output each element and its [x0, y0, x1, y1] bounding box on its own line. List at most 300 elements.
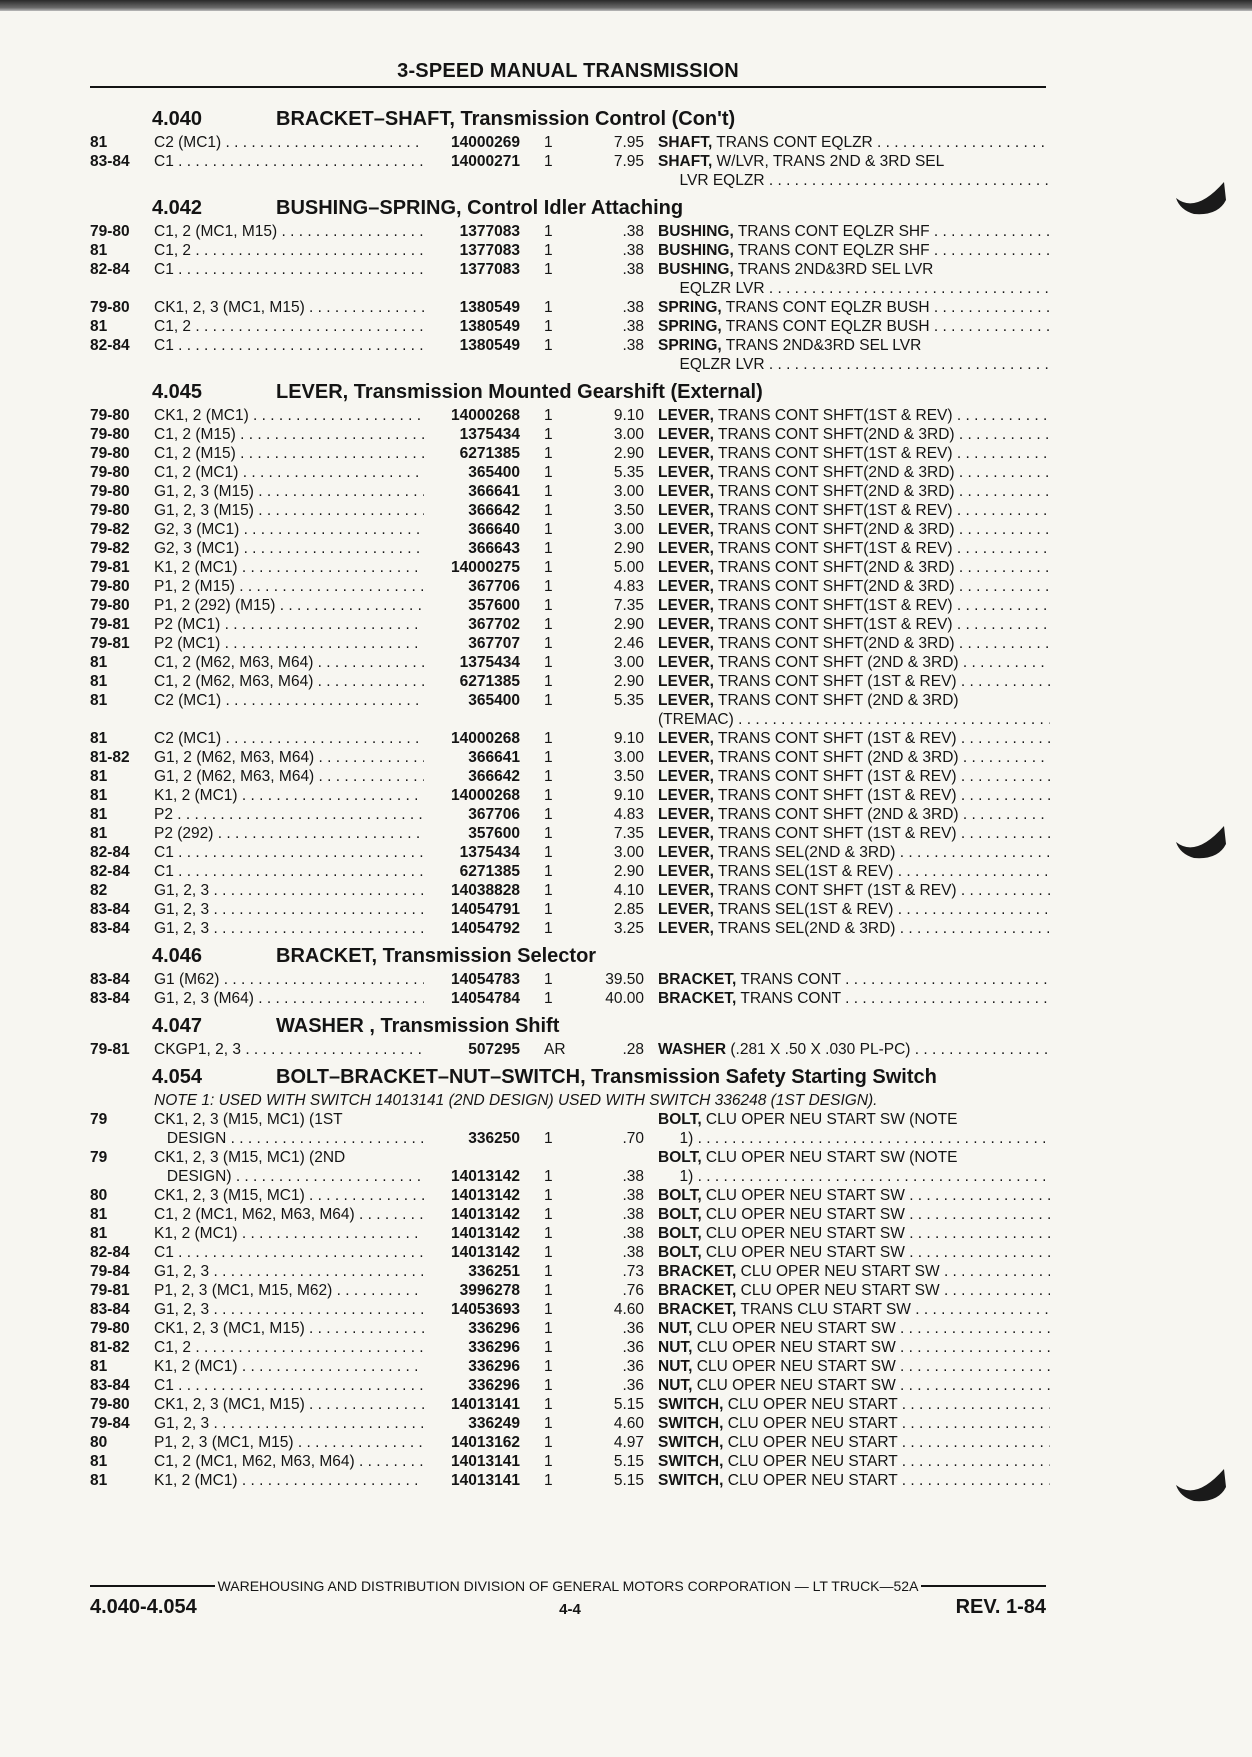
model-year: 81	[90, 806, 108, 823]
part-name: LEVER,	[658, 502, 714, 519]
part-detail: TRANS CONT EQLZR BUSH	[721, 299, 930, 316]
price: .76	[622, 1282, 644, 1299]
model-codes: C2 (MC1) . . .	[154, 691, 424, 710]
price: 7.95	[613, 153, 644, 170]
section-title: LEVER, Transmission Mounted Gearshift (External)	[276, 381, 763, 403]
model-codes: P1, 2 (292) (M15) . . .	[154, 596, 424, 615]
model-codes: G1, 2, 3 . . .	[154, 1262, 424, 1281]
part-number: 14000275	[451, 559, 520, 576]
part-detail: TRANS CONT SHFT (1ST & REV)	[713, 730, 957, 747]
model-year: 79-81	[90, 559, 130, 576]
part-detail: TRANS CONT EQLZR SHF	[733, 242, 930, 259]
model-year: 79-80	[90, 1396, 130, 1413]
part-number: 14013141	[451, 1396, 520, 1413]
part-detail: TRANS CONT SHFT (2ND & 3RD)	[713, 654, 959, 671]
part-description	[658, 691, 1050, 710]
part-number: 14013142	[451, 1187, 520, 1204]
part-row	[90, 900, 1050, 919]
part-row	[90, 767, 1050, 786]
part-description	[658, 1224, 1050, 1243]
part-number: 1380549	[459, 318, 520, 335]
price: 7.95	[613, 134, 644, 151]
model-year: 81	[90, 825, 108, 842]
part-row	[90, 748, 1050, 767]
quantity-spacer	[524, 1148, 580, 1167]
part-number: 14013142	[451, 1225, 520, 1242]
part-number: 366643	[468, 540, 520, 557]
part-number: 1377083	[459, 242, 520, 259]
part-description	[658, 786, 1050, 805]
part-name: BUSHING,	[658, 223, 734, 240]
model-codes: G1, 2, 3 . . .	[154, 1414, 424, 1433]
model-year: 82	[90, 882, 108, 899]
price: 2.90	[613, 673, 644, 690]
quantity: 1	[544, 673, 553, 690]
model-codes: P1, 2, 3 (MC1, M15) . . .	[154, 1433, 424, 1452]
section-number: 4.046	[152, 945, 203, 967]
model-codes: G1, 2, 3 (M15) . . .	[154, 482, 424, 501]
model-year: 79	[90, 1149, 108, 1166]
quantity-spacer	[524, 171, 580, 190]
part-detail: TRANS CONT EQLZR BUSH	[721, 318, 930, 335]
part-description	[658, 767, 1050, 786]
model-year: 79-80	[90, 223, 130, 240]
part-name: LEVER,	[658, 407, 714, 424]
part-detail: TRANS CONT EQLZR	[712, 134, 873, 151]
quantity: 1	[544, 464, 553, 481]
part-description	[658, 1110, 1050, 1129]
part-name: LEVER,	[658, 464, 714, 481]
part-description	[658, 1205, 1050, 1224]
part-number: 1375434	[459, 426, 520, 443]
price: .28	[622, 1041, 644, 1058]
model-codes: C1, 2 . . .	[154, 241, 424, 260]
part-description	[658, 406, 1050, 425]
part-description	[658, 748, 1050, 767]
model-codes: CK1, 2, 3 (MC1, M15) . . .	[154, 1395, 424, 1414]
section-number: 4.040	[152, 108, 203, 130]
section-title: BRACKET–SHAFT, Transmission Control (Con't)	[276, 108, 736, 130]
part-description	[658, 336, 1050, 355]
part-name: BOLT,	[658, 1187, 702, 1204]
part-name: BRACKET,	[658, 990, 737, 1007]
model-codes: C1 . . .	[154, 862, 424, 881]
part-number-spacer	[424, 710, 524, 729]
part-name: SPRING,	[658, 337, 722, 354]
model-codes: C1, 2 . . .	[154, 1338, 424, 1357]
part-name: LEVER,	[658, 920, 714, 937]
price: 2.85	[613, 901, 644, 918]
price: 4.10	[613, 882, 644, 899]
model-year: 79-82	[90, 540, 130, 557]
price: .38	[622, 1225, 644, 1242]
part-name: BOLT,	[658, 1225, 702, 1242]
part-description	[658, 1376, 1050, 1395]
part-row	[90, 596, 1050, 615]
model-codes: C1, 2 (MC1, M15) . . .	[154, 222, 424, 241]
part-row	[90, 1205, 1050, 1224]
part-description	[658, 634, 1050, 653]
quantity: 1	[544, 1301, 553, 1318]
part-detail: TRANS SEL(2ND & 3RD)	[713, 920, 896, 937]
part-description	[658, 1281, 1050, 1300]
model-codes: CKGP1, 2, 3 . . .	[154, 1040, 424, 1059]
quantity: 1	[544, 1130, 553, 1147]
part-row	[90, 444, 1050, 463]
model-codes: G1, 2 (M62, M63, M64) . . .	[154, 748, 424, 767]
model-year: 79-80	[90, 299, 130, 316]
footer-rule-left	[90, 1585, 215, 1587]
model-year: 79-81	[90, 1282, 130, 1299]
model-codes: C1 . . .	[154, 1376, 424, 1395]
model-year-spacer	[90, 171, 154, 190]
quantity: 1	[544, 445, 553, 462]
part-number: 367706	[468, 578, 520, 595]
model-codes: G1, 2, 3 . . .	[154, 881, 424, 900]
quantity: 1	[544, 578, 553, 595]
model-codes: CK1, 2, 3 (MC1, M15) . . .	[154, 1319, 424, 1338]
part-row	[90, 843, 1050, 862]
part-description	[658, 1433, 1050, 1452]
title-rule	[90, 86, 1046, 88]
part-name: LEVER,	[658, 806, 714, 823]
quantity: 1	[544, 153, 553, 170]
part-name: LEVER,	[658, 616, 714, 633]
part-row	[90, 317, 1050, 336]
part-row	[90, 729, 1050, 748]
price: .38	[622, 1206, 644, 1223]
part-detail: CLU OPER NEU START SW	[736, 1282, 940, 1299]
part-name: WASHER	[658, 1041, 727, 1058]
part-name: NUT,	[658, 1377, 693, 1394]
part-detail: TRANS CONT SHFT (1ST & REV)	[713, 673, 957, 690]
part-detail: LVR EQLZR	[658, 172, 765, 189]
quantity: 1	[544, 1339, 553, 1356]
section-header	[90, 1012, 1050, 1040]
part-row	[90, 1452, 1050, 1471]
model-year-spacer	[90, 710, 154, 729]
part-number: 507295	[468, 1041, 520, 1058]
part-number: 336250	[468, 1130, 520, 1147]
quantity: 1	[544, 1434, 553, 1451]
part-description	[658, 824, 1050, 843]
model-year: 82-84	[90, 261, 130, 278]
model-codes: CK1, 2, 3 (MC1, M15) . . .	[154, 298, 424, 317]
section-range: 4.040-4.054	[90, 1596, 197, 1618]
price: 5.15	[613, 1472, 644, 1489]
model-codes: K1, 2 (MC1) . . .	[154, 1357, 424, 1376]
quantity: 1	[544, 787, 553, 804]
quantity-spacer	[524, 1110, 580, 1129]
quantity: 1	[544, 483, 553, 500]
part-description	[658, 900, 1050, 919]
price: .38	[622, 337, 644, 354]
parts-list	[90, 101, 1050, 1490]
part-description	[658, 653, 1050, 672]
section-title: BRACKET, Transmission Selector	[276, 945, 597, 967]
part-detail: TRANS CONT SHFT (1ST & REV)	[713, 768, 957, 785]
section-header	[90, 1063, 1050, 1091]
model-year: 79-84	[90, 1415, 130, 1432]
part-description	[658, 222, 1050, 241]
part-detail: TRANS CLU START SW	[736, 1301, 911, 1318]
part-description	[658, 425, 1050, 444]
model-year: 82-84	[90, 337, 130, 354]
part-number: 336296	[468, 1339, 520, 1356]
part-description	[658, 241, 1050, 260]
part-number-spacer	[424, 1148, 524, 1167]
part-detail: TRANS CONT SHFT (2ND & 3RD)	[713, 692, 959, 709]
model-year: 82-84	[90, 1244, 130, 1261]
model-year: 83-84	[90, 920, 130, 937]
model-codes: C2 (MC1) . . .	[154, 729, 424, 748]
quantity: 1	[544, 901, 553, 918]
model-codes: C2 (MC1) . . .	[154, 133, 424, 152]
model-codes: G1, 2, 3 . . .	[154, 919, 424, 938]
quantity: 1	[544, 559, 553, 576]
part-number: 14054792	[451, 920, 520, 937]
model-codes: G1, 2 (M62, M63, M64) . . .	[154, 767, 424, 786]
quantity: 1	[544, 1415, 553, 1432]
part-number: 6271385	[459, 445, 520, 462]
part-row	[90, 862, 1050, 881]
part-detail: CLU OPER NEU START SW (NOTE	[701, 1111, 958, 1128]
part-row-continued	[90, 1167, 1050, 1186]
part-description	[658, 1129, 1050, 1148]
part-name: BRACKET,	[658, 1263, 737, 1280]
part-row-continued	[90, 279, 1050, 298]
model-codes: K1, 2 (MC1) . . .	[154, 1224, 424, 1243]
part-number: 14000268	[451, 787, 520, 804]
part-name: BRACKET,	[658, 1282, 737, 1299]
model-year: 79-80	[90, 502, 130, 519]
part-row	[90, 1319, 1050, 1338]
model-codes: G1 (M62) . . .	[154, 970, 424, 989]
model-codes: P1, 2 (M15) . . .	[154, 577, 424, 596]
model-year: 79-81	[90, 616, 130, 633]
quantity: 1	[544, 1377, 553, 1394]
quantity: 1	[544, 692, 553, 709]
part-row-continued	[90, 355, 1050, 374]
model-codes: CK1, 2, 3 (M15, MC1) (1ST	[154, 1111, 343, 1128]
model-year: 82-84	[90, 863, 130, 880]
part-row	[90, 1338, 1050, 1357]
part-detail: W/LVR, TRANS 2ND & 3RD SEL	[712, 153, 945, 170]
model-codes: P2 (MC1) . . .	[154, 634, 424, 653]
model-codes: G1, 2, 3 . . .	[154, 900, 424, 919]
part-detail: TRANS CONT SHFT (1ST & REV)	[713, 882, 957, 899]
model-year: 79-80	[90, 445, 130, 462]
price-spacer	[580, 279, 658, 298]
model-codes: C1 . . .	[154, 1243, 424, 1262]
part-number: 14013142	[451, 1168, 520, 1185]
model-year: 81	[90, 1472, 108, 1489]
part-name: BOLT,	[658, 1149, 702, 1166]
price: .38	[622, 1168, 644, 1185]
part-row	[90, 1281, 1050, 1300]
part-name: SWITCH,	[658, 1396, 724, 1413]
quantity: 1	[544, 299, 553, 316]
part-row	[90, 463, 1050, 482]
part-detail: TRANS CONT SHFT(1ST & REV)	[713, 540, 953, 557]
quantity: 1	[544, 806, 553, 823]
model-year: 82-84	[90, 844, 130, 861]
part-number: 366641	[468, 483, 520, 500]
quantity: 1	[544, 990, 553, 1007]
quantity: 1	[544, 1168, 553, 1185]
quantity-spacer	[524, 355, 580, 374]
part-detail: CLU OPER NEU START SW (NOTE	[701, 1149, 958, 1166]
quantity: 1	[544, 1263, 553, 1280]
part-description	[658, 1243, 1050, 1262]
part-detail: CLU OPER NEU START SW	[701, 1244, 905, 1261]
part-name: LEVER,	[658, 559, 714, 576]
part-name: SPRING,	[658, 318, 722, 335]
part-row	[90, 222, 1050, 241]
part-detail: TRANS CONT SHFT (2ND & 3RD)	[713, 749, 959, 766]
part-row	[90, 558, 1050, 577]
part-description	[658, 133, 1050, 152]
model-year: 83-84	[90, 971, 130, 988]
part-row	[90, 970, 1050, 989]
part-description	[658, 558, 1050, 577]
part-number: 1380549	[459, 337, 520, 354]
part-row	[90, 919, 1050, 938]
model-year: 79-80	[90, 483, 130, 500]
model-year: 83-84	[90, 1301, 130, 1318]
model-year: 79-81	[90, 635, 130, 652]
price: .38	[622, 318, 644, 335]
part-name: SWITCH,	[658, 1434, 724, 1451]
model-codes: P2 (MC1) . . .	[154, 615, 424, 634]
part-row	[90, 1300, 1050, 1319]
section-header	[90, 105, 1050, 133]
price: .73	[622, 1263, 644, 1280]
model-year: 83-84	[90, 153, 130, 170]
part-name: SPRING,	[658, 299, 722, 316]
price: 3.00	[613, 483, 644, 500]
part-number: 336296	[468, 1377, 520, 1394]
quantity: 1	[544, 1320, 553, 1337]
price-spacer	[580, 710, 658, 729]
quantity: 1	[544, 768, 553, 785]
quantity: 1	[544, 597, 553, 614]
part-number: 14013162	[451, 1434, 520, 1451]
price: 7.35	[613, 597, 644, 614]
part-detail: 1)	[658, 1168, 694, 1185]
price: 5.15	[613, 1396, 644, 1413]
part-detail: (TREMAC)	[658, 711, 734, 728]
price: 3.00	[613, 426, 644, 443]
part-detail: TRANS 2ND&3RD SEL LVR	[721, 337, 922, 354]
part-row	[90, 298, 1050, 317]
price: 2.90	[613, 540, 644, 557]
price-spacer	[580, 1148, 658, 1167]
model-year: 79-84	[90, 1263, 130, 1280]
model-codes: P2 (292) . . .	[154, 824, 424, 843]
model-year: 79-81	[90, 1041, 130, 1058]
model-codes: C1 . . .	[154, 260, 424, 279]
part-description	[658, 1338, 1050, 1357]
model-year: 79-80	[90, 464, 130, 481]
part-detail: CLU OPER NEU START	[723, 1415, 898, 1432]
price: 7.35	[613, 825, 644, 842]
quantity: 1	[544, 242, 553, 259]
part-number: 366642	[468, 502, 520, 519]
quantity: 1	[544, 635, 553, 652]
part-number: 1377083	[459, 223, 520, 240]
price: 2.90	[613, 863, 644, 880]
price: 3.50	[613, 768, 644, 785]
model-year-spacer	[90, 1129, 154, 1148]
part-description	[658, 171, 1050, 190]
model-year: 83-84	[90, 901, 130, 918]
part-row	[90, 520, 1050, 539]
model-year: 81	[90, 654, 108, 671]
part-number: 14054784	[451, 990, 520, 1007]
part-name: LEVER,	[658, 749, 714, 766]
model-codes: K1, 2 (MC1) . . .	[154, 1471, 424, 1490]
part-name: LEVER,	[658, 597, 714, 614]
price: .70	[622, 1130, 644, 1147]
model-codes-spacer	[154, 710, 424, 729]
model-year: 81	[90, 318, 108, 335]
price: 4.83	[613, 806, 644, 823]
part-detail: TRANS CONT	[736, 990, 841, 1007]
section-header	[90, 378, 1050, 406]
section-number: 4.042	[152, 197, 203, 219]
part-name: LEVER,	[658, 426, 714, 443]
section-title: WASHER , Transmission Shift	[276, 1015, 560, 1037]
part-number: 14000268	[451, 730, 520, 747]
model-year: 81	[90, 134, 108, 151]
price-spacer	[580, 171, 658, 190]
part-detail: TRANS CONT SHFT (1ST & REV)	[713, 825, 957, 842]
part-name: LEVER,	[658, 483, 714, 500]
part-description	[658, 1300, 1050, 1319]
part-detail: TRANS CONT SHFT(2ND & 3RD)	[713, 483, 955, 500]
model-codes: K1, 2 (MC1) . . .	[154, 786, 424, 805]
part-row	[90, 1224, 1050, 1243]
part-detail: TRANS CONT SHFT(2ND & 3RD)	[713, 578, 955, 595]
model-codes: G1, 2, 3 (M15) . . .	[154, 501, 424, 520]
part-name: BRACKET,	[658, 1301, 737, 1318]
model-year: 80	[90, 1187, 108, 1204]
part-row	[90, 653, 1050, 672]
price: 5.35	[613, 692, 644, 709]
part-detail: TRANS CONT SHFT(2ND & 3RD)	[713, 521, 955, 538]
model-year: 79-80	[90, 426, 130, 443]
model-codes: C1 . . .	[154, 336, 424, 355]
part-row-continued	[90, 710, 1050, 729]
part-row	[90, 1186, 1050, 1205]
quantity: 1	[544, 825, 553, 842]
quantity: 1	[544, 749, 553, 766]
part-description	[658, 577, 1050, 596]
part-description	[658, 444, 1050, 463]
quantity: 1	[544, 521, 553, 538]
model-codes: C1, 2 (M15) . . .	[154, 444, 424, 463]
model-codes: C1, 2 (MC1, M62, M63, M64) . . .	[154, 1205, 424, 1224]
model-codes-spacer	[154, 355, 424, 374]
section-header	[90, 194, 1050, 222]
price: .36	[622, 1320, 644, 1337]
part-row	[90, 881, 1050, 900]
model-year: 81-82	[90, 749, 130, 766]
part-row	[90, 1040, 1050, 1059]
model-year: 81	[90, 242, 108, 259]
part-name: SHAFT,	[658, 153, 713, 170]
